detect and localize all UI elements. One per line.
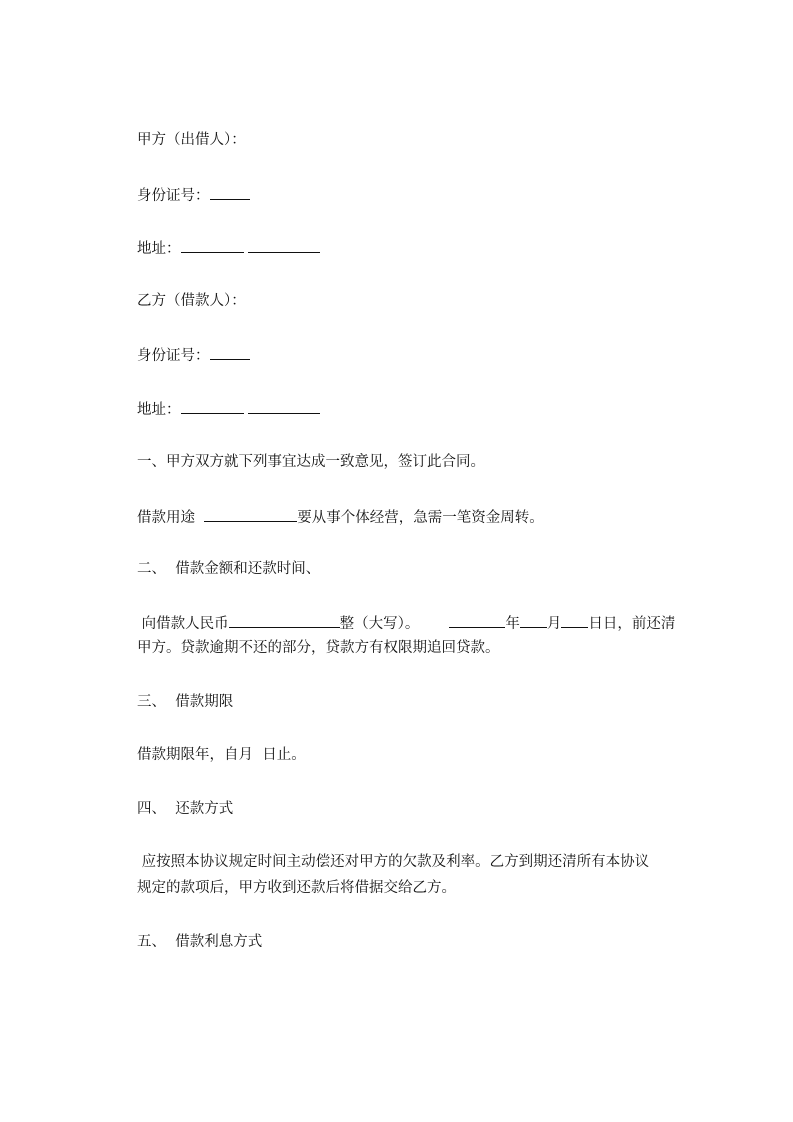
year-blank[interactable] [449, 612, 505, 628]
section-2-heading: 二、 借款金额和还款时间、 [137, 561, 321, 577]
day-label: 日日，前还清 [588, 616, 676, 632]
term-text: 借款期限年，自月 日止。 [137, 747, 306, 763]
party-b-address-line [137, 398, 697, 420]
month-label: 月 [546, 616, 562, 632]
amount-line-2: 甲方。贷款逾期不还的部分，贷款方有权限期追回贷款。 [137, 640, 500, 656]
section-3-heading: 三、 借款期限 [137, 694, 234, 710]
party-a-address-label: 地址： [137, 241, 181, 257]
party-a-address-blank-2[interactable] [248, 237, 320, 253]
section-4-heading: 四、 还款方式 [137, 801, 234, 817]
purpose-blank[interactable] [204, 506, 297, 522]
section-5-heading: 五、 借款利息方式 [137, 934, 263, 950]
repayment-line-2: 规定的款项后，甲方收到还款后将借据交给乙方。 [137, 880, 456, 896]
party-a-id-label: 身份证号： [137, 188, 210, 204]
party-b-address-blank-2[interactable] [248, 398, 320, 414]
party-b-id-line [137, 344, 697, 366]
amount-blank[interactable] [229, 612, 340, 628]
day-blank[interactable] [561, 612, 588, 628]
purpose-line [137, 506, 697, 528]
party-a-title: 甲方（出借人）： [137, 132, 246, 148]
amount-line-1 [137, 612, 697, 634]
party-b-address-blank-1[interactable] [181, 398, 244, 414]
purpose-prefix: 借款用途 [137, 510, 195, 526]
party-a-id-line [137, 184, 697, 206]
purpose-suffix: 要从事个体经营，急需一笔资金周转。 [297, 510, 544, 526]
amount-mid: 整（大写）。 [339, 616, 420, 632]
party-a-address-blank-1[interactable] [181, 237, 244, 253]
party-a-id-blank[interactable] [210, 184, 250, 200]
party-b-title: 乙方（借款人）： [137, 293, 246, 309]
party-b-id-blank[interactable] [210, 344, 250, 360]
year-label: 年 [505, 616, 520, 632]
month-blank[interactable] [520, 612, 547, 628]
amount-prefix: 向借款人民币 [137, 616, 229, 632]
section-1-heading: 一、甲方双方就下列事宜达成一致意见，签订此合同。 [137, 454, 485, 470]
repayment-line-1: 应按照本协议规定时间主动偿还对甲方的欠款及利率。乙方到期还清所有本协议 [137, 854, 650, 870]
party-a-address-line [137, 237, 697, 259]
party-b-id-label: 身份证号： [137, 348, 210, 364]
party-b-address-label: 地址： [137, 402, 181, 418]
